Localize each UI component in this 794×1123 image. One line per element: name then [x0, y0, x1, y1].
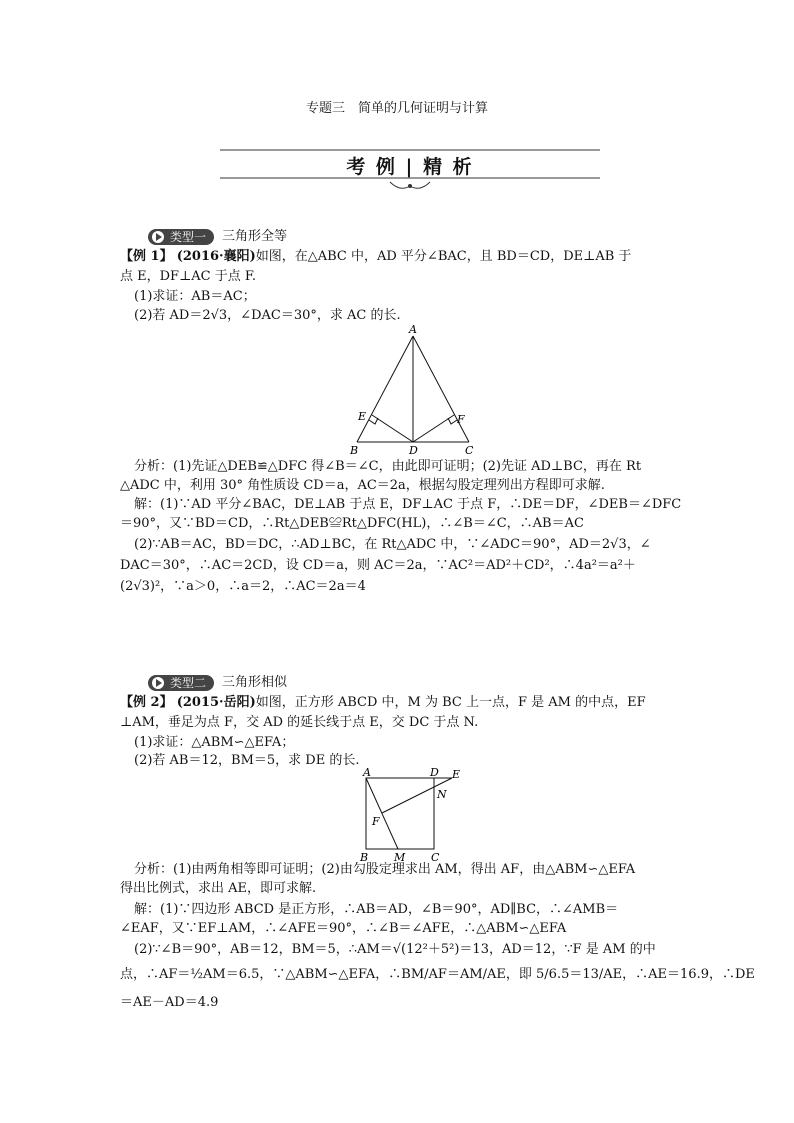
type-two-tag [148, 675, 214, 691]
example-2-problem-line-2: ⊥AM，垂足为点 F，交 AD 的延长线于点 E，交 DC 于点 N. [120, 715, 479, 730]
example-1-analysis-line-2: △ADC 中，利用 30° 角性质设 CD＝a，AC＝2a，根据勾股定理列出方程即可求解. [120, 478, 605, 493]
side-ac [413, 336, 469, 442]
right-angle-mark-f [448, 418, 457, 424]
right-angle-mark-e [369, 418, 378, 424]
label-e: E [452, 768, 461, 781]
example-2-solution-2-line-1: (2)∵∠B＝90°，AB＝12，BM＝5，∴AM＝√(12²＋5²)＝13，AD＝12，∵F 是 AM 的中 [134, 942, 656, 957]
page-header: 专题三 简单的几何证明与计算 [305, 101, 488, 116]
segment-df [413, 415, 454, 442]
example-1-label: 【例 1】 [120, 249, 173, 264]
example-2-label: 【例 2】 [120, 695, 173, 710]
type-one-topic: 三角形全等 [222, 229, 288, 244]
example-2-problem-text: 如图，正方形 ABCD 中，M 为 BC 上一点，F 是 AM 的中点，EF [255, 695, 646, 710]
label-e: E [358, 410, 367, 423]
example-1-source: (2016·襄阳) [176, 249, 256, 264]
example-1-question-1: (1)求证：AB＝AC； [134, 289, 256, 304]
segment-am [366, 778, 398, 849]
example-1-solution-2-line-1: (2)∵AB＝AC，BD＝DC，∴AD⊥BC，在 Rt△ADC 中，∵∠ADC＝90°，AD＝2√3，∠ [134, 537, 651, 552]
example-1-problem-line-1 [120, 248, 680, 266]
example-2-question-1: (1)求证：△ABM∽△EFA； [134, 735, 295, 750]
example-2-solution-1-line-2: ∠EAF，又∵EF⊥AM，∴∠AFE＝90°，∴∠B＝∠AFE，∴△ABM∽△EFA [120, 921, 567, 936]
side-ab [357, 336, 413, 442]
example-1-solution-2-line-2: DAC＝30°，∴AC＝2CD，设 CD＝a，则 AC＝2a，∵AC²＝AD²＋CD²，∴4a²＝a²＋ [120, 558, 636, 573]
example-1-solution-2-line-3: (2√3)²，∵a＞0，∴a＝2，∴AC＝2a＝4 [120, 579, 366, 594]
segment-de [372, 415, 413, 442]
label-f: F [457, 413, 465, 426]
type-two-topic: 三角形相似 [222, 675, 288, 690]
label-f: F [372, 815, 380, 828]
square-abcd [366, 778, 434, 849]
example-1-analysis-line-1: 分析：(1)先证△DEB≌△DFC 得∠B＝∠C，由此即可证明；(2)先证 AD⊥BC，再在 Rt [134, 459, 642, 474]
example-1-problem-text: 如图，在△ABC 中，AD 平分∠BAC，且 BD＝CD，DE⊥AB 于 [255, 249, 632, 264]
type-one-tag [148, 229, 214, 245]
label-a: A [409, 324, 417, 336]
label-c: C [431, 851, 440, 863]
label-d: D [430, 767, 439, 779]
example-1-problem-line-2: 点 E，DF⊥AC 于点 F. [120, 269, 257, 284]
example-1-question-2: (2)若 AD＝2√3，∠DAC＝30°，求 AC 的长. [134, 308, 401, 323]
banner-title: 考 例 | 精 析 [346, 156, 474, 178]
example-2-solution-1-line-1: 解：(1)∵四边形 ABCD 是正方形，∴AB＝AD，∠B＝90°，AD∥BC，∴∠AMB＝ [134, 902, 619, 917]
section-banner [200, 146, 620, 196]
example-2-question-2: (2)若 AB＝12，BM＝5，求 DE 的长. [134, 753, 360, 768]
example-2-problem-line-1 [120, 694, 680, 712]
example-2-solution-2-line-2: 点，∴AF＝½AM＝6.5，∵△ABM∽△EFA，∴BM/AF＝AM/AE，即 5/6.5＝13/AE，∴AE＝16.9，∴DE [120, 967, 755, 982]
label-a: A [363, 767, 371, 779]
label-b: B [360, 851, 369, 863]
square-figure [356, 767, 476, 863]
example-2-solution-2-line-3: ＝AE－AD＝4.9 [120, 995, 219, 1010]
label-n: N [437, 788, 447, 801]
type-two-tag-label: 类型二 [170, 676, 207, 690]
example-1-solution-1-line-1: 解：(1)∵AD 平分∠BAC，DE⊥AB 于点 E，DF⊥AC 于点 F，∴DE＝DF，∠DEB＝∠DFC [134, 497, 682, 512]
example-2-source: (2015·岳阳) [176, 695, 256, 710]
example-1-solution-1-line-2: ＝90°，又∵BD＝CD，∴Rt△DEB≌Rt△DFC(HL)，∴∠B＝∠C，∴AB＝AC [120, 516, 584, 531]
label-b: B [350, 444, 359, 456]
triangle-figure [345, 324, 485, 456]
play-icon [152, 231, 164, 243]
label-m: M [394, 851, 406, 863]
play-icon [152, 677, 164, 689]
label-c: C [465, 444, 474, 456]
example-2-analysis-line-2: 得出比例式，求出 AE，即可求解. [120, 881, 317, 896]
example-2-analysis-line-1: 分析：(1)由两角相等即可证明；(2)由勾股定理求出 AM，得出 AF，由△ABM∽△EFA [134, 862, 636, 877]
label-d: D [409, 444, 418, 456]
type-one-tag-label: 类型一 [170, 230, 207, 244]
